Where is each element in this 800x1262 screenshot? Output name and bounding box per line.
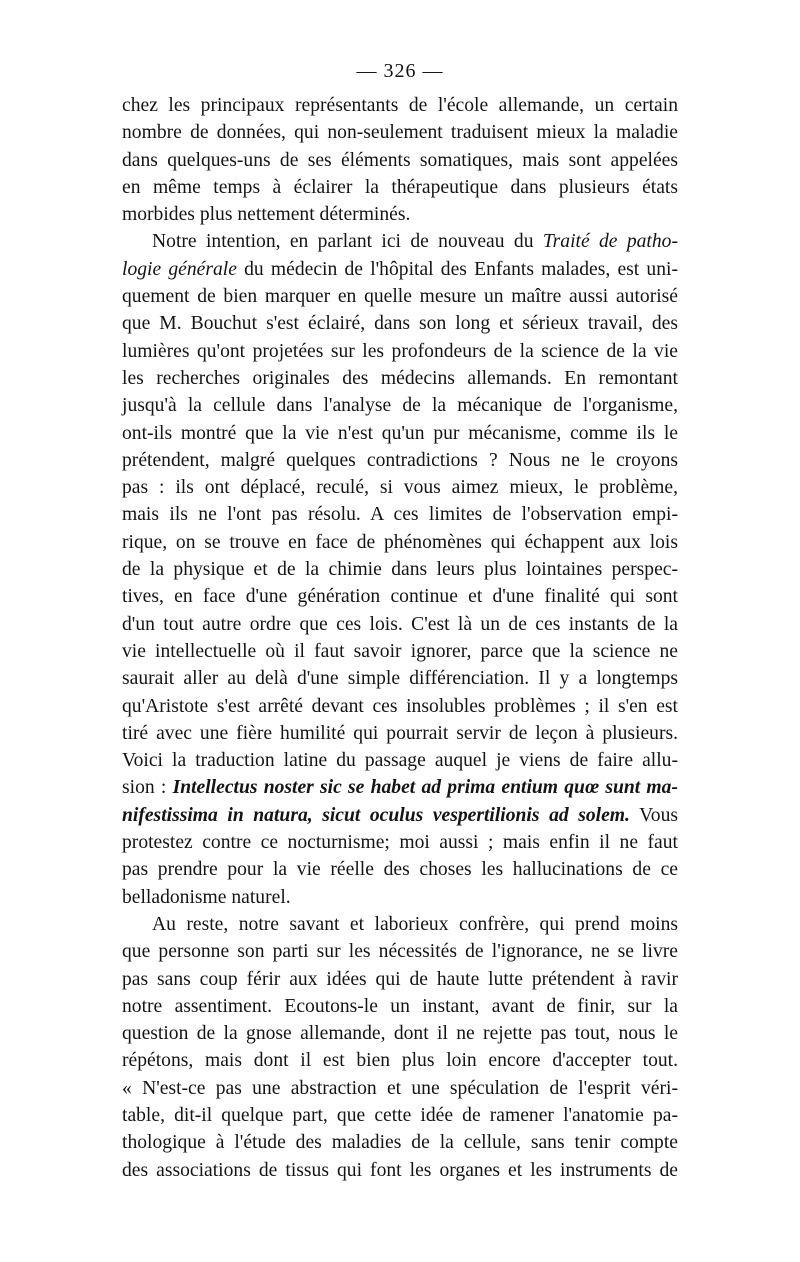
text-line: [122, 911, 678, 938]
text-line: [122, 774, 678, 801]
text-line: [122, 966, 678, 993]
text-segment: de la physique et de la chimie dans leurs plus lointaines perspec-: [122, 559, 678, 581]
text-line: [122, 802, 678, 829]
text-line: [122, 228, 678, 255]
text-line: [122, 92, 678, 119]
text-segment: pas sans coup férir aux idées qui de haute lutte prétendent à ravir: [122, 968, 678, 990]
text-line: [122, 665, 678, 692]
text-line: [122, 1020, 678, 1047]
emphasis-text: Traité de patho-: [542, 231, 678, 253]
text-line: [122, 856, 678, 883]
text-line: [122, 1047, 678, 1074]
text-segment: morbides plus nettement déterminés.: [122, 204, 411, 226]
text-segment: table, dit-il quelque part, que cette idée de ramener l'anatomie pa-: [122, 1104, 678, 1126]
text-segment: mais ils ne l'ont pas résolu. A ces limites de l'observation empi-: [122, 504, 678, 526]
text-line: [122, 147, 678, 174]
text-line: [122, 938, 678, 965]
text-line: [122, 529, 678, 556]
text-segment: pas : ils ont déplacé, reculé, si vous aimez mieux, le problème,: [122, 477, 678, 499]
text-line: [122, 474, 678, 501]
text-segment: d'un tout autre ordre que ces lois. C'est là un de ces instants de la: [122, 613, 678, 635]
text-segment: vie intellectuelle où il faut savoir ignorer, parce que la science ne: [122, 640, 678, 662]
text-segment: sion :: [122, 777, 173, 799]
text-segment: Vous: [629, 804, 678, 826]
text-segment: « N'est-ce pas une abstraction et une spéculation de l'esprit véri-: [122, 1077, 678, 1099]
emphasis-text: Intellectus noster sic se habet ad prima entium quœ sunt ma-: [172, 777, 678, 799]
text-line: [122, 884, 678, 911]
text-segment: jusqu'à la cellule dans l'analyse de la mécanique de l'organisme,: [122, 395, 678, 417]
text-segment: protestez contre ce nocturnisme; moi aussi ; mais enfin il ne faut: [122, 832, 678, 854]
text-line: [122, 583, 678, 610]
text-segment: ont-ils montré que la vie n'est qu'un pur mécanisme, comme ils le: [122, 422, 678, 444]
text-line: [122, 1129, 678, 1156]
text-segment: quement de bien marquer en quelle mesure un maître aussi autorisé: [122, 286, 678, 308]
text-line: [122, 556, 678, 583]
text-segment: saurait aller au delà d'une simple différenciation. Il y a longtemps: [122, 668, 678, 690]
body-text: [122, 92, 678, 1184]
text-line: [122, 829, 678, 856]
text-segment: tives, en face d'une génération continue et d'une finalité qui sont: [122, 586, 678, 608]
text-line: [122, 1157, 678, 1184]
text-segment: question de la gnose allemande, dont il ne rejette pas tout, nous le: [122, 1023, 678, 1045]
text-line: [122, 310, 678, 337]
page-number: — 326 —: [356, 60, 444, 82]
text-segment: du médecin de l'hôpital des Enfants malades, est uni-: [236, 258, 678, 280]
text-line: [122, 993, 678, 1020]
text-segment: Notre intention, en parlant ici de nouveau du: [152, 231, 543, 253]
text-segment: tiré avec une fière humilité qui pourrait servir de leçon à plusieurs.: [122, 722, 678, 744]
text-segment: pas prendre pour la vie réelle des choses les hallucinations de ce: [122, 859, 678, 881]
text-line: [122, 693, 678, 720]
text-segment: chez les principaux représentants de l'école allemande, un certain: [122, 95, 678, 116]
text-line: [122, 420, 678, 447]
text-line: [122, 638, 678, 665]
text-line: [122, 283, 678, 310]
text-segment: que M. Bouchut s'est éclairé, dans son long et sérieux travail, des: [122, 313, 678, 335]
text-line: [122, 338, 678, 365]
text-segment: répétons, mais dont il est bien plus loin encore d'accepter tout.: [122, 1050, 678, 1072]
text-line: [122, 174, 678, 201]
text-line: [122, 747, 678, 774]
emphasis-text: logie générale: [122, 258, 237, 280]
text-line: [122, 392, 678, 419]
text-line: [122, 720, 678, 747]
text-line: [122, 611, 678, 638]
text-line: [122, 201, 678, 228]
text-segment: belladonisme naturel.: [122, 886, 291, 908]
text-segment: dans quelques-uns de ses éléments somatiques, mais sont appelées: [122, 149, 678, 171]
text-segment: prétendent, malgré quelques contradictions ? Nous ne le croyons: [122, 449, 678, 471]
text-line: [122, 447, 678, 474]
emphasis-text: nifestissima in natura, sicut oculus vespertilionis ad solem.: [122, 804, 630, 826]
text-segment: Voici la traduction latine du passage auquel je viens de faire allu-: [122, 750, 678, 772]
text-line: [122, 119, 678, 146]
text-segment: thologique à l'étude des maladies de la cellule, sans tenir compte: [122, 1132, 678, 1154]
text-line: [122, 365, 678, 392]
text-segment: les recherches originales des médecins allemands. En remontant: [122, 367, 678, 389]
text-segment: qu'Aristote s'est arrêté devant ces insolubles problèmes ; il s'en est: [122, 695, 678, 717]
text-segment: des associations de tissus qui font les organes et les instruments de: [122, 1159, 678, 1181]
text-line: [122, 1075, 678, 1102]
text-segment: que personne son parti sur les nécessités de l'ignorance, ne se livre: [122, 941, 678, 963]
text-segment: en même temps à éclairer la thérapeutique dans plusieurs états: [122, 176, 678, 198]
text-segment: rique, on se trouve en face de phénomènes qui échappent aux lois: [122, 531, 678, 553]
text-segment: nombre de données, qui non-seulement traduisent mieux la maladie: [122, 122, 678, 144]
text-line: [122, 501, 678, 528]
text-segment: notre assentiment. Ecoutons-le un instant, avant de finir, sur la: [122, 995, 678, 1017]
text-segment: Au reste, notre savant et laborieux confrère, qui prend moins: [152, 913, 678, 935]
text-line: [122, 256, 678, 283]
text-line: [122, 1102, 678, 1129]
text-segment: lumières qu'ont projetées sur les profondeurs de la science de la vie: [122, 340, 678, 362]
